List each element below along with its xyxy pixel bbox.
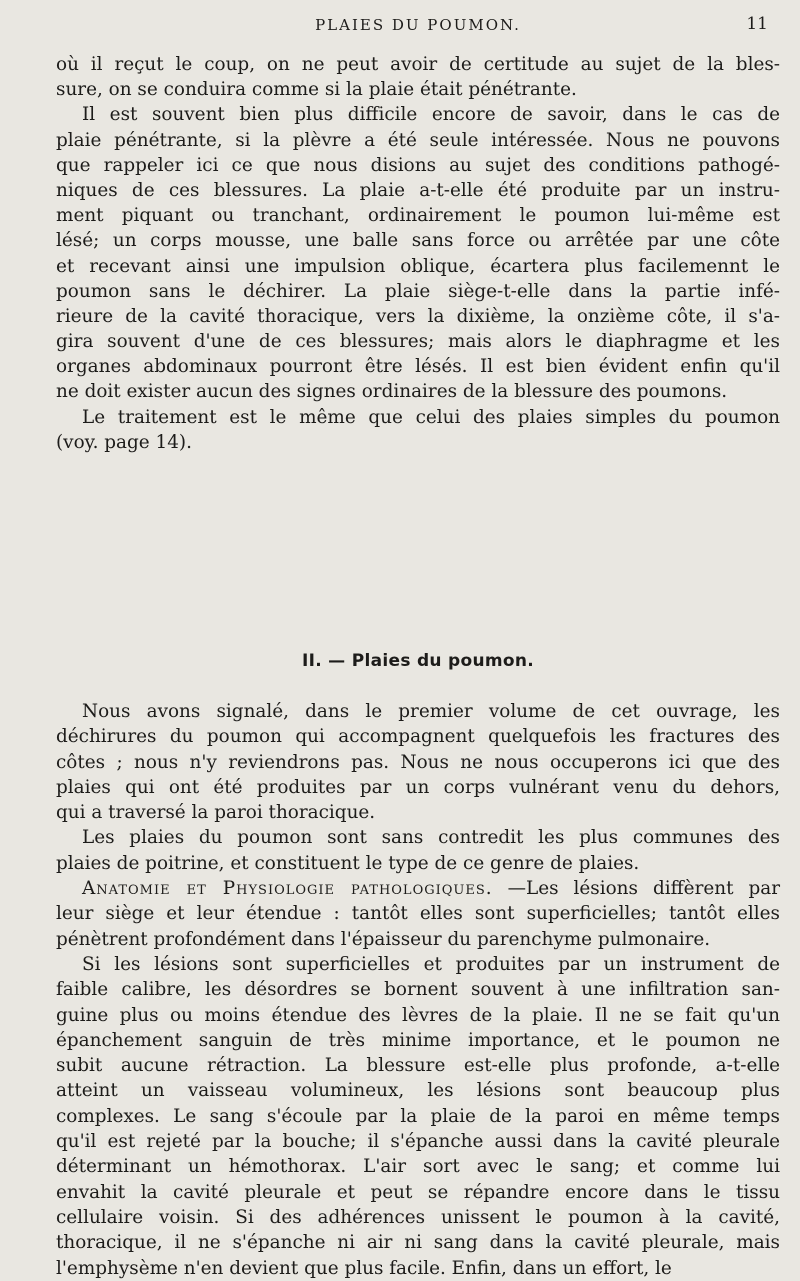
text-line: qu'il est rejeté par la bouche; il s'épanche aussi dans la cavité pleurale bbox=[56, 1131, 780, 1153]
paragraph bbox=[56, 876, 780, 952]
text-line: ment piquant ou tranchant, ordinairement le poumon lui-même est bbox=[56, 205, 780, 227]
text-line: thoracique, il ne s'épanche ni air ni sang dans la cavité pleurale, mais bbox=[56, 1232, 780, 1254]
text-line: où il reçut le coup, on ne peut avoir de certitude au sujet de la bles- bbox=[56, 54, 780, 75]
text-line: (voy. page 14). bbox=[56, 431, 192, 453]
text-line bbox=[56, 876, 780, 901]
text-line: leur siège et leur étendue : tantôt elles sont superficielles; tantôt elles bbox=[56, 903, 780, 925]
paragraph bbox=[56, 405, 780, 455]
text-line: faible calibre, les désordres se bornent souvent à une infiltration san- bbox=[56, 979, 780, 1001]
text-line: plaies de poitrine, et constituent le type de ce genre de plaies. bbox=[56, 852, 640, 874]
section-heading: II. — Plaies du poumon. bbox=[301, 651, 535, 671]
text-line: organes abdominaux pourront être lésés. Il est bien évident enfin qu'il bbox=[56, 356, 780, 378]
paragraph bbox=[56, 952, 780, 1281]
text-line: poumon sans le déchirer. La plaie siège-t-elle dans la partie infé- bbox=[56, 280, 780, 302]
text-line: envahit la cavité pleurale et peut se répandre encore dans le tissu bbox=[56, 1181, 780, 1203]
text-line: complexes. Le sang s'écoule par la plaie de la paroi en même temps bbox=[56, 1105, 780, 1127]
text-line: déterminant un hémothorax. L'air sort avec le sang; et comme lui bbox=[56, 1156, 780, 1178]
text-line: l'emphysème n'en devient que plus facile. Enfin, dans un effort, le bbox=[56, 1257, 672, 1279]
text-line: plaies qui ont été produites par un corps vulnérant venu du dehors, bbox=[56, 776, 780, 798]
running-head bbox=[64, 12, 772, 42]
text-line: Nous avons signalé, dans le premier volume de cet ouvrage, les bbox=[82, 701, 780, 722]
text-line: Si les lésions sont superficielles et produites par un instrument de bbox=[82, 953, 780, 975]
text-line: Les plaies du poumon sont sans contredit les plus communes des bbox=[82, 827, 780, 849]
text-line: épanchement sanguin de très minime importance, et le poumon ne bbox=[56, 1029, 780, 1051]
text-line: ne doit exister aucun des signes ordinaires de la blessure des poumons. bbox=[56, 381, 728, 403]
text-line: Il est souvent bien plus difficile encore de savoir, dans le cas de bbox=[82, 104, 780, 126]
text-line: guine plus ou moins étendue des lèvres de la plaie. Il ne se fait qu'un bbox=[56, 1004, 780, 1026]
text-line: atteint un vaisseau volumineux, les lésions sont beaucoup plus bbox=[56, 1080, 780, 1102]
text-line: déchirures du poumon qui accompagnent quelquefois les fractures des bbox=[56, 726, 780, 748]
text-line: côtes ; nous n'y reviendrons pas. Nous ne nous occuperons ici que des bbox=[56, 751, 780, 773]
text-line: qui a traversé la paroi thoracique. bbox=[56, 802, 376, 824]
body-text-upper bbox=[56, 52, 780, 455]
paragraph bbox=[56, 825, 780, 876]
text-line: niques de ces blessures. La plaie a-t-elle été produite par un instru- bbox=[56, 179, 780, 201]
text-line: lésé; un corps mousse, une balle sans force ou arrêtée par une côte bbox=[56, 230, 780, 252]
text-line: pénètrent profondément dans l'épaisseur du parenchyme pulmonaire. bbox=[56, 928, 711, 950]
text-line: que rappeler ici ce que nous disions au sujet des conditions pathogé- bbox=[56, 154, 780, 176]
text-line: sure, on se conduira comme si la plaie était pénétrante. bbox=[56, 79, 577, 101]
paragraph bbox=[56, 102, 780, 404]
paragraph bbox=[56, 52, 780, 102]
text-line: subit aucune rétraction. La blessure est-elle plus profonde, a-t-elle bbox=[56, 1055, 780, 1077]
text-line: et recevant ainsi une impulsion oblique, écartera plus facilemennt le bbox=[56, 255, 780, 277]
page-number: 11 bbox=[746, 14, 768, 34]
smallcaps-lead: Anatomie et Physiologie pathologiques. bbox=[82, 878, 493, 900]
paragraph bbox=[56, 699, 780, 825]
text-line: Le traitement est le même que celui des plaies simples du poumon bbox=[82, 406, 780, 428]
text-line: cellulaire voisin. Si des adhérences unissent le poumon à la cavité, bbox=[56, 1206, 780, 1228]
text-line: gira souvent d'une de ces blessures; mais alors le diaphragme et les bbox=[56, 331, 780, 353]
running-title: PLAIES DU POUMON. bbox=[315, 16, 521, 34]
line-text: —Les lésions diffèrent par bbox=[492, 878, 780, 900]
text-line: plaie pénétrante, si la plèvre a été seule intéressée. Nous ne pouvons bbox=[56, 129, 780, 151]
text-line: rieure de la cavité thoracique, vers la dixième, la onzième côte, il s'a- bbox=[56, 305, 780, 327]
body-text-lower bbox=[56, 699, 780, 1281]
